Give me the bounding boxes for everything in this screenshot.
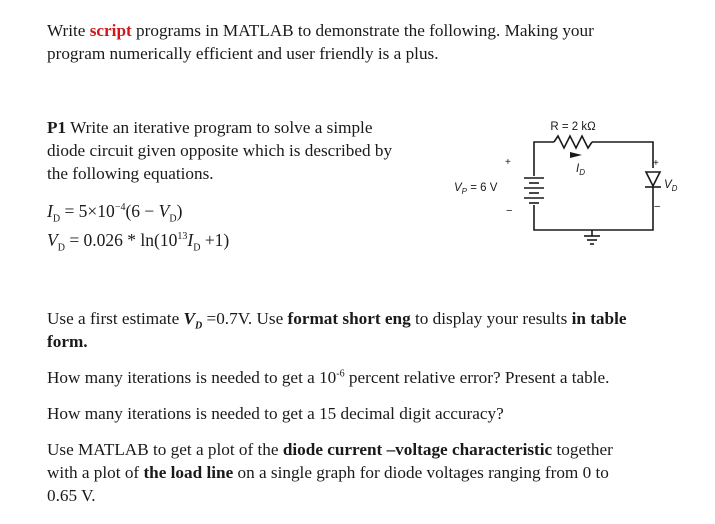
diode-plus: + xyxy=(653,158,659,169)
intro-line-1: Write script programs in MATLAB to demonstrate the following. Making your xyxy=(47,21,594,40)
equation-id: $I_D = 5\times 10^{-4}(6 - V_D)$ xyxy=(47,201,183,225)
question-3-line-3: 0.65 V. xyxy=(47,486,96,505)
question-3-line-1: Use MATLAB to get a plot of the diode current –voltage characteristic together xyxy=(47,440,613,459)
source-plus: + xyxy=(505,157,511,168)
source-minus: − xyxy=(506,205,513,217)
problem-line-3: the following equations. xyxy=(47,164,214,183)
problem-line-1: P1 Write an iterative program to solve a simple xyxy=(47,118,373,137)
intro-line-2: program numerically efficient and user friendly is a plus. xyxy=(47,44,439,63)
source-label: $V_P = 6$ V xyxy=(454,182,498,196)
problem-label: P1 xyxy=(47,118,67,137)
question-3-line-2: with a plot of the load line on a single graph for diode voltages ranging from 0 to xyxy=(47,463,609,482)
diode-label: $V_D$ xyxy=(664,179,678,193)
equation-vd: $V_D = 0.026 * \ln(10^{13}I_D +1)$ xyxy=(47,230,230,254)
current-label: $I_D$ xyxy=(576,163,585,177)
question-1: How many iterations is needed to get a $10^{-6}$ percent relative error? Present a table. xyxy=(47,368,610,387)
resistor-label: R = 2 kΩ xyxy=(550,121,596,133)
script-keyword: script xyxy=(89,21,132,40)
diode-circuit-diagram xyxy=(440,110,680,250)
problem-line-2: diode circuit given opposite which is described by xyxy=(47,141,393,160)
diode-symbol xyxy=(646,172,660,186)
estimate-line-1: Use a first estimate $V_D =0.7V$. Use format short eng to display your results in table xyxy=(47,309,627,332)
top-right-wire xyxy=(592,142,653,168)
current-arrow xyxy=(570,152,582,158)
format-command: format short eng xyxy=(287,309,411,328)
question-2: How many iterations is needed to get a 15 decimal digit accuracy? xyxy=(47,404,504,423)
top-left-wire xyxy=(534,142,554,150)
bottom-wire xyxy=(534,194,653,230)
resistor-zigzag xyxy=(554,136,592,148)
estimate-line-2: form. xyxy=(47,332,88,351)
diode-minus: − xyxy=(654,201,661,213)
